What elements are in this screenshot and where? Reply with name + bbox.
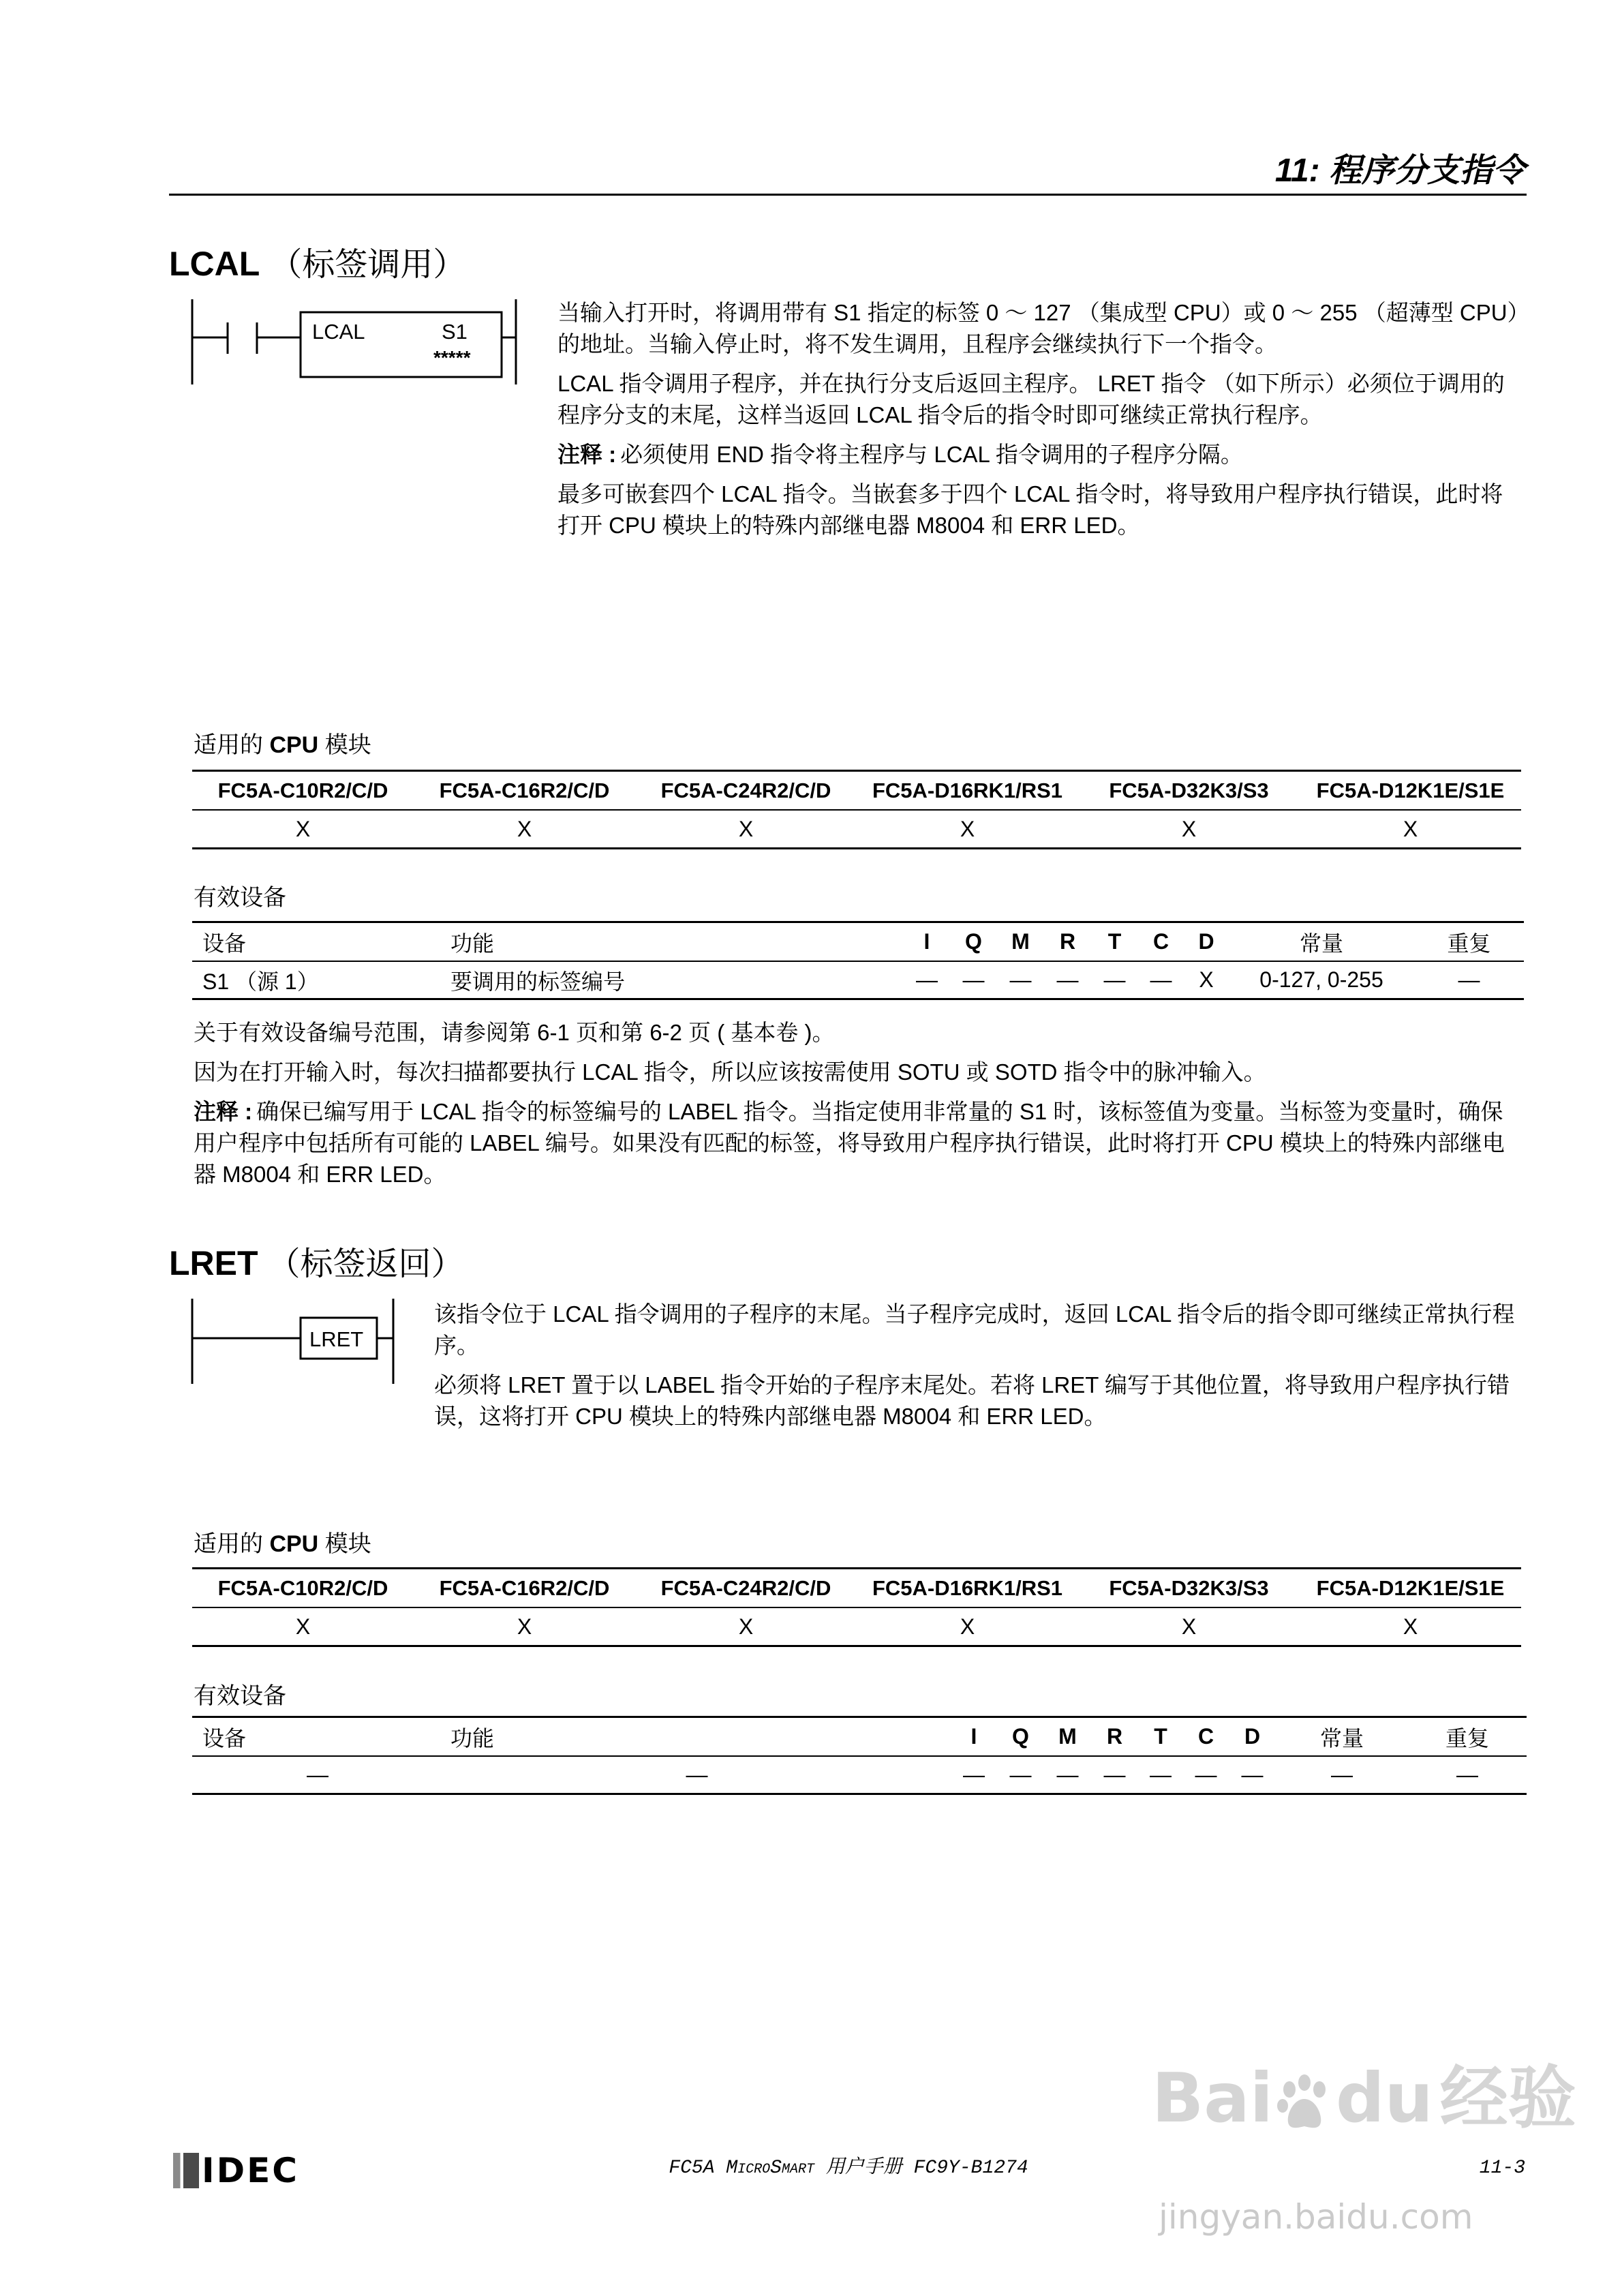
lcal-para-2: LCAL 指令调用子程序，并在执行分支后返回主程序。 LRET 指令 （如下所示）必须位于调用的程序分支的末尾，这样当返回 LCAL 指令后的指令时即可继续正常执行程序。 [557, 371, 1505, 427]
lcal-notes-note [194, 1096, 1525, 1190]
lret-device-cell-function: — [443, 1756, 951, 1794]
lret-cpu-header-row [192, 1569, 1521, 1608]
lret-cpu-header-2: FC5A-C16R2/C/D [414, 1569, 635, 1608]
lcal-box-name: LCAL [312, 320, 365, 344]
lcal-cpu-label-bold: CPU [269, 732, 319, 758]
lcal-device-row [192, 961, 1524, 999]
lcal-cpu-label-prefix: 适用的 [194, 732, 270, 758]
lret-device-cell-c: — [1183, 1756, 1229, 1794]
watermark-brand-left: Bai [1152, 2058, 1273, 2138]
lret-device-cell-r: — [1091, 1756, 1138, 1794]
lret-device-header-c: C [1183, 1717, 1229, 1757]
lret-para-1: 该指令位于 LCAL 指令调用的子程序的末尾。当子程序完成时，返回 LCAL 指令后的指令即可继续正常执行程序。 [434, 1301, 1515, 1358]
lret-cpu-label-prefix: 适用的 [194, 1531, 270, 1557]
lcal-cpu-header-6: FC5A-D12K1E/S1E [1300, 771, 1521, 811]
watermark-brand-right: du [1335, 2058, 1433, 2138]
lret-cpu-value-3: X [635, 1607, 857, 1646]
lcal-device-table [192, 921, 1524, 1000]
lcal-cpu-table [192, 770, 1521, 849]
idec-logo-text: IDEC [202, 2151, 299, 2190]
lret-para-2: 必须将 LRET 置于以 LABEL 指令开始的子程序末尾处。若将 LRET 编写于其他位置，将导致用户程序执行错误，这将打开 CPU 模块上的特殊内部继电器 M8004 和 ERR LED。 [434, 1372, 1510, 1429]
lret-device-cell-i: — [951, 1756, 997, 1794]
watermark-brand-cn: 经验 [1439, 2058, 1576, 2138]
lcal-box-operand-value: ***** [433, 347, 471, 368]
lcal-device-cell-function: 要调用的标签编号 [443, 961, 904, 999]
lcal-para-4: 最多可嵌套四个 LCAL 指令。当嵌套多于四个 LCAL 指令时，将导致用户程序执行错误，此时将打开 CPU 模块上的特殊内部继电器 M8004 和 ERR LED。 [557, 481, 1503, 538]
lcal-cpu-value-row [192, 810, 1521, 849]
lret-cpu-header-4: FC5A-D16RK1/RS1 [857, 1569, 1078, 1608]
lret-title-code: LRET [169, 1244, 258, 1282]
lret-device-header-function: 功能 [443, 1717, 951, 1757]
lcal-cpu-value-3: X [635, 810, 857, 849]
lret-device-header-d: D [1229, 1717, 1276, 1757]
lret-cpu-table [192, 1567, 1521, 1647]
lcal-notes [194, 1017, 1525, 1198]
lcal-device-header-function: 功能 [443, 922, 904, 962]
manual-model: FC5A [669, 2158, 715, 2179]
lcal-device-header-repeat: 重复 [1414, 922, 1524, 962]
lcal-cpu-value-5: X [1078, 810, 1300, 849]
lcal-cpu-value-6: X [1300, 810, 1521, 849]
lcal-device-cell-device: S1 （源 1） [192, 961, 443, 999]
lcal-cpu-label-suffix: 模块 [318, 732, 371, 758]
lret-device-header-q: Q [997, 1717, 1044, 1757]
lcal-device-cell-r: — [1044, 961, 1091, 999]
lcal-title-code: LCAL [169, 245, 260, 283]
paw-icon [1273, 2072, 1336, 2134]
lcal-device-header-d: D [1184, 922, 1229, 962]
lret-cpu-label [194, 1530, 371, 1558]
lcal-note [557, 439, 1525, 470]
lret-device-header-device: 设备 [192, 1717, 443, 1757]
lret-title-desc: （标签返回） [267, 1246, 464, 1282]
idec-logo-mark [173, 2153, 199, 2188]
lret-ladder-diagram [184, 1292, 409, 1391]
lcal-device-header-i: I [904, 922, 950, 962]
lret-device-cell-constant: — [1276, 1756, 1408, 1794]
lcal-cpu-label [194, 731, 371, 759]
lcal-device-header-c: C [1138, 922, 1184, 962]
lret-device-cell-device: — [192, 1756, 443, 1794]
lret-cpu-header-3: FC5A-C24R2/C/D [635, 1569, 857, 1608]
lret-description [434, 1299, 1525, 1440]
lcal-device-header-constant: 常量 [1229, 922, 1414, 962]
lcal-note-text: 必须使用 END 指令将主程序与 LCAL 指令调用的子程序分隔。 [620, 442, 1243, 467]
lret-box-name: LRET [309, 1327, 364, 1351]
lret-device-cell-t: — [1138, 1756, 1183, 1794]
lret-cpu-header-1: FC5A-C10R2/C/D [192, 1569, 414, 1608]
lret-cpu-label-bold: CPU [269, 1531, 319, 1557]
lcal-device-cell-m: — [997, 961, 1044, 999]
lret-device-cell-q: — [997, 1756, 1044, 1794]
lcal-cpu-header-5: FC5A-D32K3/S3 [1078, 771, 1300, 811]
header-rule [169, 194, 1527, 196]
lcal-cpu-header-3: FC5A-C24R2/C/D [635, 771, 857, 811]
lcal-notes-range: 关于有效设备编号范围，请参阅第 6-1 页和第 6-2 页 ( 基本卷 )。 [194, 1020, 835, 1045]
lret-device-header-m: M [1044, 1717, 1091, 1757]
lcal-cpu-header-2: FC5A-C16R2/C/D [414, 771, 635, 811]
lcal-cpu-header-4: FC5A-D16RK1/RS1 [857, 771, 1078, 811]
lcal-title-desc: （标签调用） [269, 247, 466, 283]
manual-brand: MicroSmart [726, 2158, 814, 2179]
lret-cpu-value-row [192, 1607, 1521, 1646]
lcal-ladder-diagram [184, 293, 525, 395]
lcal-para-1: 当输入打开时，将调用带有 S1 指定的标签 0 ～ 127 （集成型 CPU）或 0 ～ 255 （超薄型 CPU）的地址。当输入停止时，将不发生调用，且程序会继续执行下一个指令。 [557, 300, 1519, 357]
lcal-cpu-value-1: X [192, 810, 414, 849]
lcal-device-cell-i: — [904, 961, 950, 999]
lret-cpu-value-1: X [192, 1607, 414, 1646]
lcal-device-header-row [192, 922, 1524, 962]
manual-code: FC9Y-B1274 [913, 2158, 1028, 2179]
lcal-device-cell-constant: 0-127, 0-255 [1229, 961, 1414, 999]
lcal-cpu-header-row [192, 771, 1521, 811]
lret-cpu-label-suffix: 模块 [318, 1531, 371, 1557]
lret-cpu-header-6: FC5A-D12K1E/S1E [1300, 1569, 1521, 1608]
lcal-device-cell-q: — [950, 961, 997, 999]
lret-cpu-value-2: X [414, 1607, 635, 1646]
lcal-section-title [169, 243, 465, 286]
lret-device-cell-m: — [1044, 1756, 1091, 1794]
lcal-cpu-value-2: X [414, 810, 635, 849]
lcal-box-operand: S1 [442, 320, 468, 344]
lcal-notes-note-label: 注释 : [194, 1099, 253, 1124]
manual-title [634, 2156, 1063, 2181]
lcal-cpu-value-4: X [857, 810, 1078, 849]
lret-device-row [192, 1756, 1527, 1794]
lcal-device-cell-d: X [1184, 961, 1229, 999]
manual-doc: 用户手册 [825, 2158, 902, 2179]
lcal-description [557, 297, 1525, 549]
watermark-url: jingyan.baidu.com [1159, 2197, 1473, 2237]
chapter-title: 11: 程序分支指令 [1274, 153, 1525, 189]
lret-device-header-i: I [951, 1717, 997, 1757]
lret-device-header-t: T [1138, 1717, 1183, 1757]
lret-device-label: 有效设备 [194, 1683, 286, 1709]
lret-cpu-value-4: X [857, 1607, 1078, 1646]
lret-cpu-value-5: X [1078, 1607, 1300, 1646]
lret-device-header-r: R [1091, 1717, 1138, 1757]
baidu-watermark [1152, 2057, 1576, 2139]
lret-device-header-row [192, 1717, 1527, 1757]
lcal-note-label: 注释 : [557, 442, 617, 467]
idec-logo [173, 2151, 299, 2190]
lcal-notes-pulse: 因为在打开输入时，每次扫描都要执行 LCAL 指令，所以应该按需使用 SOTU 或 SOTD 指令中的脉冲输入。 [194, 1059, 1266, 1085]
lret-cpu-header-5: FC5A-D32K3/S3 [1078, 1569, 1300, 1608]
lcal-device-cell-c: — [1138, 961, 1184, 999]
lcal-device-header-q: Q [950, 922, 997, 962]
lcal-device-label: 有效设备 [194, 885, 286, 911]
lret-section-title [169, 1243, 464, 1285]
lcal-device-header-device: 设备 [192, 922, 443, 962]
lcal-device-header-m: M [997, 922, 1044, 962]
lret-cpu-value-6: X [1300, 1607, 1521, 1646]
lcal-device-header-r: R [1044, 922, 1091, 962]
lret-device-cell-d: — [1229, 1756, 1276, 1794]
lret-device-cell-repeat: — [1408, 1756, 1527, 1794]
lcal-cpu-header-1: FC5A-C10R2/C/D [192, 771, 414, 811]
lcal-device-cell-t: — [1091, 961, 1138, 999]
lret-device-table [192, 1716, 1527, 1795]
page-number: 11-3 [1479, 2158, 1525, 2179]
lcal-notes-note-text: 确保已编写用于 LCAL 指令的标签编号的 LABEL 指令。当指定使用非常量的 S1 时，该标签值为变量。当标签为变量时，确保用户程序中包括所有可能的 LABEL 编号。如果没有匹配的标签，将导致用户程序执行错误，此时将打开 CPU 模块上的特殊内部继电器 M8004 和 ERR LED。 [194, 1099, 1505, 1187]
lret-device-header-repeat: 重复 [1408, 1717, 1527, 1757]
lret-device-header-constant: 常量 [1276, 1717, 1408, 1757]
lcal-device-cell-repeat: — [1414, 961, 1524, 999]
lcal-device-header-t: T [1091, 922, 1138, 962]
